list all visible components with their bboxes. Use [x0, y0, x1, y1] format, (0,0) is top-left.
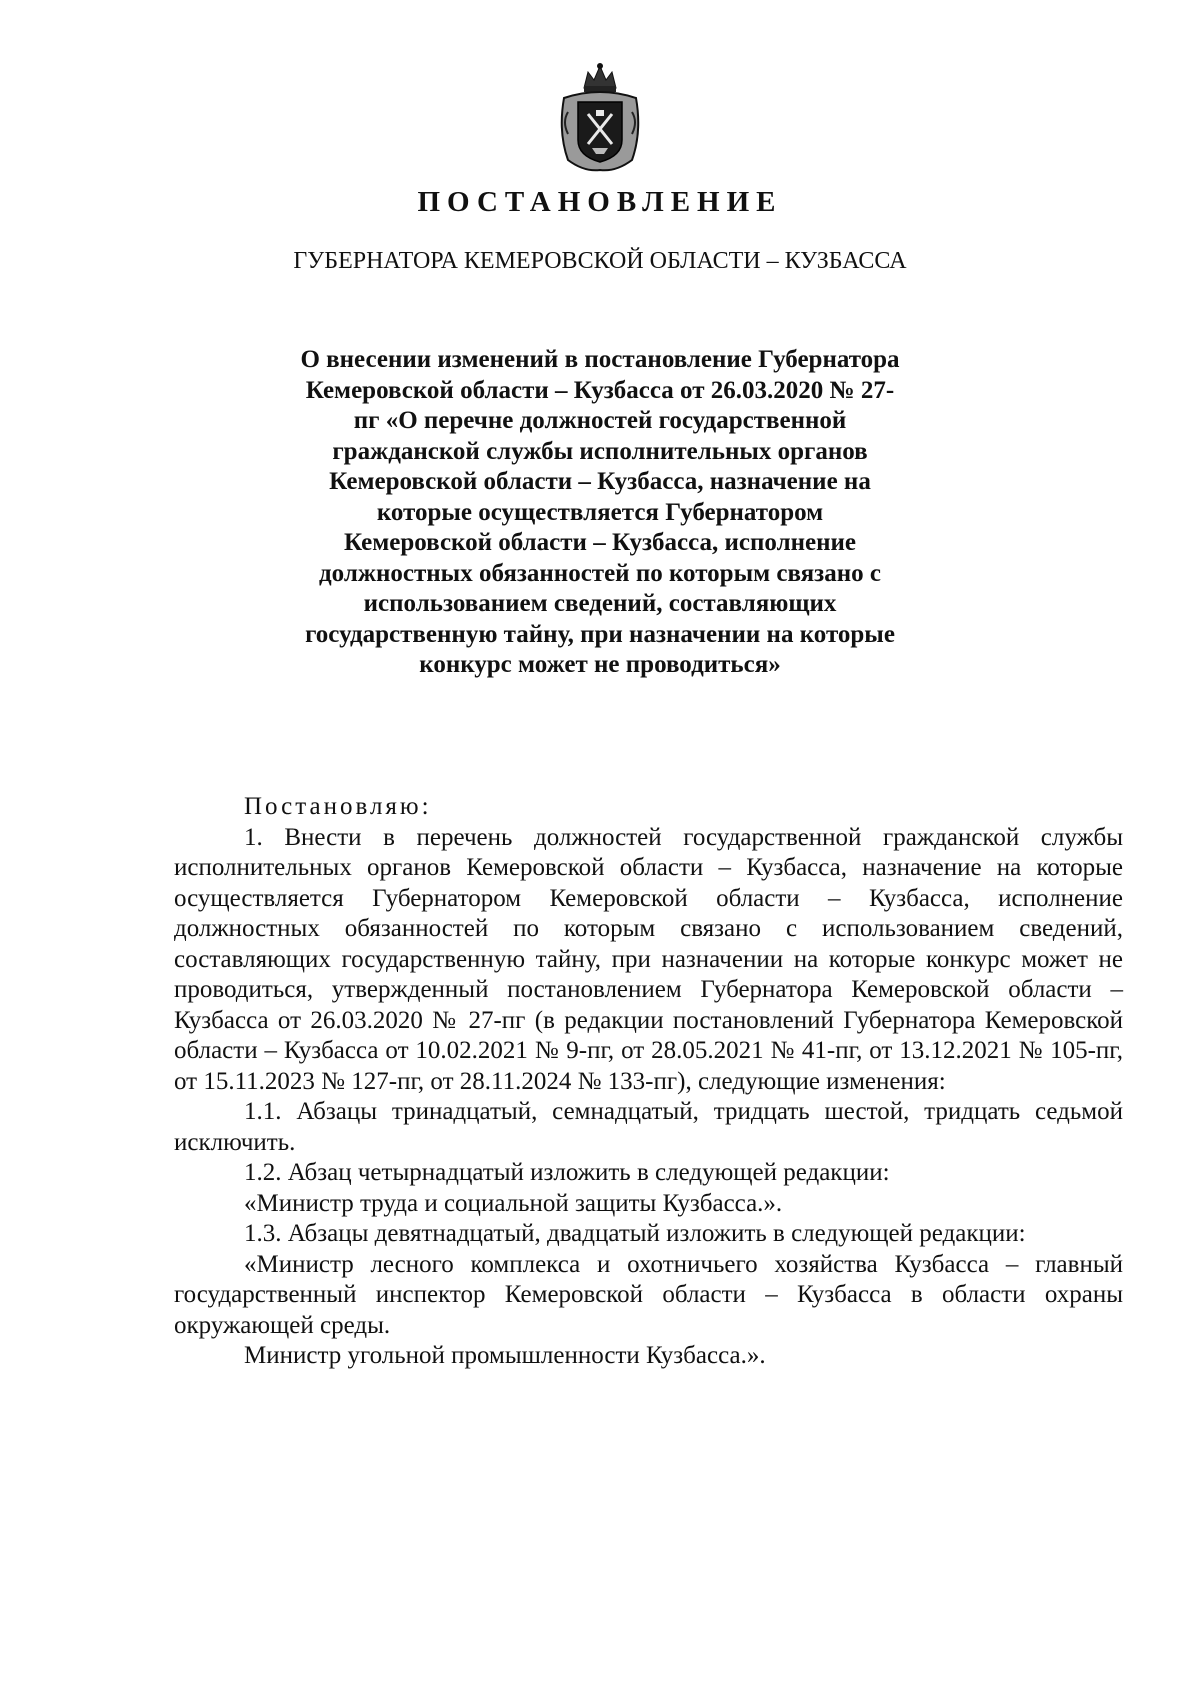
- paragraph-1-1: 1.1. Абзацы тринадцатый, семнадцатый, тридцать шестой, тридцать седьмой исключить.: [174, 1098, 1123, 1156]
- document-title: ПОСТАНОВЛЕНИЕ: [417, 186, 783, 218]
- document-body: [174, 792, 1123, 1372]
- coat-of-arms-graphic: [554, 62, 646, 174]
- quoted-position-2: «Министр лесного комплекса и охотничьего хозяйства Кузбасса – главный государственный инспектор Кемеровской области – Кузбасса в области охраны окружающей среды.: [174, 1250, 1123, 1339]
- paragraph-1-2: 1.2. Абзац четырнадцатый изложить в следующей редакции:: [244, 1159, 890, 1186]
- quoted-position-1: «Министр труда и социальной защиты Кузбасса.».: [244, 1189, 783, 1217]
- decree-statement: Постановляю:: [244, 793, 432, 820]
- paragraph-1-3: 1.3. Абзацы девятнадцатый, двадцатый изложить в следующей редакции:: [244, 1220, 1026, 1247]
- paragraph-1: 1. Внести в перечень должностей государственной гражданской службы исполнительных органов Кемеровской области – Кузбасса, назначение на которые осуществляется Губернатором Кемеровской области – Кузбасса, исполнение должностных обязанностей по которым связано с использованием сведений, составляющих государственную тайну, при назначении на которые конкурс может не проводиться, утвержденный постановлением Губернатора Кемеровской области – Кузбасса от 26.03.2020 № 27-пг (в редакции постановлений Губернатора Кемеровской области – Кузбасса от 10.02.2021 № 9-пг, от 28.05.2021 № 41-пг, от 13.12.2021 № 105-пг, от 15.11.2023 № 127-пг, от 28.11.2024 № 133-пг), следующие изменения:: [174, 823, 1123, 1095]
- document-heading: О внесении изменений в постановление Губернатора Кемеровской области – Кузбасса от 26.03.2020 № 27-пг «О перечне должностей государственной гражданской службы исполнительных органов Кемеровской области – Кузбасса, назначение на которые осуществляется Губернатором Кемеровской области – Кузбасса, исполнение должностных обязанностей по которым связано с использованием сведений, составляющих государственную тайну, при назначении на которые конкурс может не проводиться»: [300, 346, 900, 678]
- document-issuer: ГУБЕРНАТОРА КЕМЕРОВСКОЙ ОБЛАСТИ – КУЗБАССА: [293, 248, 907, 274]
- coat-of-arms-icon: [554, 62, 646, 174]
- quoted-position-3: Министр угольной промышленности Кузбасса.».: [244, 1342, 766, 1369]
